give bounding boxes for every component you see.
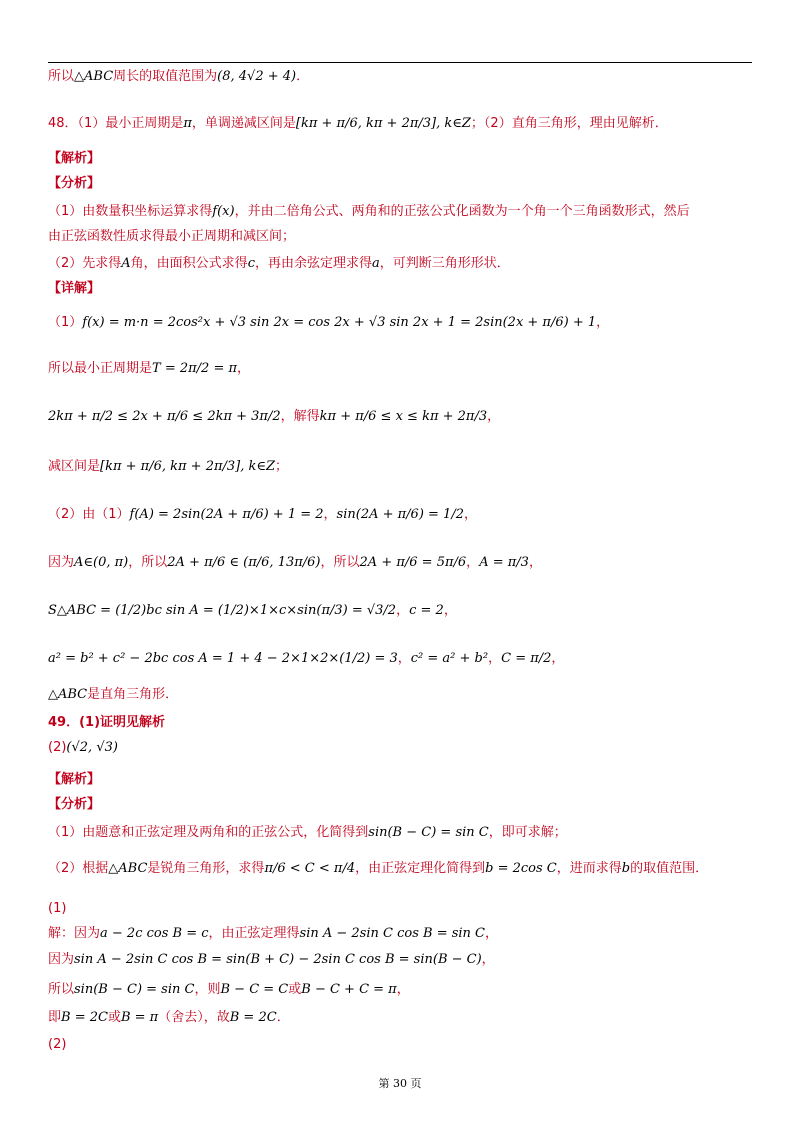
text-run: ， <box>443 603 457 618</box>
text-run: ， <box>396 603 410 618</box>
text-run: ，所以 <box>320 555 360 570</box>
text-run: (1) <box>48 901 67 916</box>
text-run: 所以 <box>48 982 75 997</box>
text-run: 因为 <box>48 952 75 967</box>
text-line <box>48 282 100 295</box>
text-run: ， <box>485 926 499 941</box>
text-line <box>48 1038 66 1051</box>
text-line <box>48 205 690 218</box>
text-run: （舍去），故 <box>158 1010 230 1025</box>
math-expression: (8, 4√2 + 4) <box>217 69 297 84</box>
math-expression: f(A) = 2sin(2A + π/6) + 1 = 2 <box>129 507 324 522</box>
text-line <box>48 556 542 569</box>
math-expression: B = 2C <box>61 1010 108 1025</box>
text-run: ， <box>323 507 337 522</box>
math-expression: B = 2C <box>229 1010 277 1025</box>
math-expression: 2A + π/6 = 5π/6 <box>359 555 467 570</box>
text-run: 是直角三角形． <box>87 687 179 702</box>
text-run: ，进而求得 <box>556 861 622 876</box>
math-expression: f(x) <box>212 204 235 219</box>
text-run: 是锐角三角形，求得 <box>147 861 265 876</box>
math-expression: sin(2A + π/6) = 1/2 <box>336 507 464 522</box>
math-expression: sin(B − C) = sin C <box>368 825 489 840</box>
math-expression: a <box>371 256 380 271</box>
math-expression: c <box>247 256 255 271</box>
text-run: ，并由二倍角公式、两角和的正弦公式化函数为一个角一个三角函数形式，然后 <box>234 204 690 219</box>
math-expression: A <box>121 256 131 271</box>
text-run: 【解析】 <box>48 151 101 166</box>
text-run: 所以 <box>48 69 75 84</box>
text-run: ，所以 <box>128 555 168 570</box>
text-run: ， <box>551 651 565 666</box>
text-run: 即 <box>48 1010 62 1025</box>
text-run: 或 <box>288 982 302 997</box>
text-line <box>48 117 668 130</box>
math-expression: (√2, √3) <box>66 740 118 755</box>
math-expression: a − 2c cos B = c <box>100 926 209 941</box>
text-line <box>48 230 295 243</box>
text-run: 【详解】 <box>48 281 101 296</box>
text-run: ，可判断三角形形状． <box>379 256 510 271</box>
math-expression: B = π <box>120 1010 159 1025</box>
math-expression: c² = a² + b² <box>410 651 489 666</box>
text-line <box>48 604 457 617</box>
math-expression: B − C = C <box>220 982 289 997</box>
math-expression: b <box>621 861 631 876</box>
math-expression: sin(B − C) = sin C <box>74 982 195 997</box>
text-line <box>48 953 495 966</box>
text-line <box>48 410 500 423</box>
math-expression: △ABC <box>108 861 148 876</box>
math-expression: [kπ + π/6, kπ + 2π/3], k∈Z <box>100 459 276 474</box>
math-expression: A∈(0, π) <box>74 555 129 570</box>
text-line <box>48 688 178 701</box>
text-run: 周长的取值范围为 <box>113 69 218 84</box>
text-line <box>48 1011 290 1024</box>
text-line <box>48 652 564 665</box>
text-line <box>48 902 66 915</box>
text-run: ， <box>487 409 501 424</box>
math-expression: sin A − 2sin C cos B = sin(B + C) − 2sin C cos B = sin(B − C) <box>74 952 482 967</box>
text-run: ，由正弦定理化简得到 <box>355 861 486 876</box>
text-run: 【分析】 <box>48 176 101 191</box>
page-number: 第 30 页 <box>378 1077 422 1090</box>
math-expression: B − C + C = π <box>301 982 397 997</box>
text-run: 的取值范围． <box>630 861 709 876</box>
text-run: ，由正弦定理得 <box>208 926 300 941</box>
text-run: （1）由题意和正弦定理及两角和的正弦公式，化简得到 <box>48 825 369 840</box>
text-run: ， <box>466 555 480 570</box>
text-line <box>48 826 567 839</box>
text-run: （1） <box>48 315 83 330</box>
text-run: 或 <box>107 1010 121 1025</box>
text-line <box>48 773 100 786</box>
header-rule <box>48 62 752 63</box>
text-line <box>48 798 100 811</box>
text-run: (2) <box>48 740 67 755</box>
text-run: 【解析】 <box>48 772 101 787</box>
text-run: 所以最小正周期是 <box>48 361 153 376</box>
math-expression: π <box>183 116 192 131</box>
text-line <box>48 508 477 521</box>
text-line <box>48 716 165 729</box>
text-run: ． <box>296 69 310 84</box>
text-line <box>48 257 510 270</box>
text-run: ， <box>463 507 477 522</box>
text-line <box>48 741 118 754</box>
text-run: 角，由面积公式求得 <box>130 256 248 271</box>
text-line <box>48 927 498 940</box>
math-expression: b = 2cos C <box>485 861 557 876</box>
math-expression: π/6 < C < π/4 <box>264 861 356 876</box>
text-run: ． <box>276 1010 290 1025</box>
math-expression: T = 2π/2 = π <box>152 361 238 376</box>
text-line <box>48 460 288 473</box>
math-expression: △ABC <box>48 687 88 702</box>
text-run: ；（2）直角三角形，理由见解析． <box>470 116 668 131</box>
text-run: ，单调递减区间是 <box>191 116 296 131</box>
text-line <box>48 862 708 875</box>
text-run: (2) <box>48 1037 67 1052</box>
text-run: ， <box>396 982 410 997</box>
text-run: （2）先求得 <box>48 256 122 271</box>
text-line <box>48 983 410 996</box>
text-run: 48．（1）最小正周期是 <box>48 116 184 131</box>
math-expression: 2kπ + π/2 ≤ 2x + π/6 ≤ 2kπ + 3π/2 <box>48 409 281 424</box>
text-run: ， <box>528 555 542 570</box>
math-expression: f(x) = m·n = 2cos²x + √3 sin 2x = cos 2x + √3 sin 2x + 1 = 2sin(2x + π/6) + 1 <box>82 315 597 330</box>
math-expression: [kπ + π/6, kπ + 2π/3], k∈Z <box>295 116 471 131</box>
text-run: ， <box>397 651 411 666</box>
text-run: （2）由（1） <box>48 507 130 522</box>
text-run: ； <box>275 459 289 474</box>
math-expression: △ABC <box>74 69 114 84</box>
text-run: ，再由余弦定理求得 <box>254 256 372 271</box>
text-run: 减区间是 <box>48 459 101 474</box>
text-run: 由正弦函数性质求得最小正周期和减区间； <box>48 229 296 244</box>
text-line <box>48 152 100 165</box>
text-run: ，解得 <box>280 409 320 424</box>
text-run: ， <box>237 361 251 376</box>
text-run: ，即可求解； <box>488 825 567 840</box>
text-run: 49．(1)证明见解析 <box>48 715 166 730</box>
text-run: 因为 <box>48 555 75 570</box>
math-expression: kπ + π/6 ≤ x ≤ kπ + 2π/3 <box>319 409 488 424</box>
text-run: （1）由数量积坐标运算求得 <box>48 204 213 219</box>
text-run: ， <box>481 952 495 967</box>
text-run: ，则 <box>194 982 221 997</box>
text-run: 解：因为 <box>48 926 101 941</box>
math-expression: A = π/3 <box>479 555 529 570</box>
text-line <box>48 70 309 83</box>
text-run: ， <box>488 651 502 666</box>
text-run: 【分析】 <box>48 797 101 812</box>
math-expression: 2A + π/6 ∈ (π/6, 13π/6) <box>167 555 321 570</box>
math-expression: S△ABC = (1/2)bc sin A = (1/2)×1×c×sin(π/3) = √3/2 <box>48 603 397 618</box>
math-expression: sin A − 2sin C cos B = sin C <box>299 926 485 941</box>
text-line <box>48 362 250 375</box>
math-expression: C = π/2 <box>501 651 552 666</box>
text-run: （2）根据 <box>48 861 109 876</box>
text-run: ， <box>596 315 610 330</box>
text-line <box>48 316 609 329</box>
math-expression: c = 2 <box>409 603 444 618</box>
math-expression: a² = b² + c² − 2bc cos A = 1 + 4 − 2×1×2×(1/2) = 3 <box>48 651 398 666</box>
text-line <box>48 177 100 190</box>
